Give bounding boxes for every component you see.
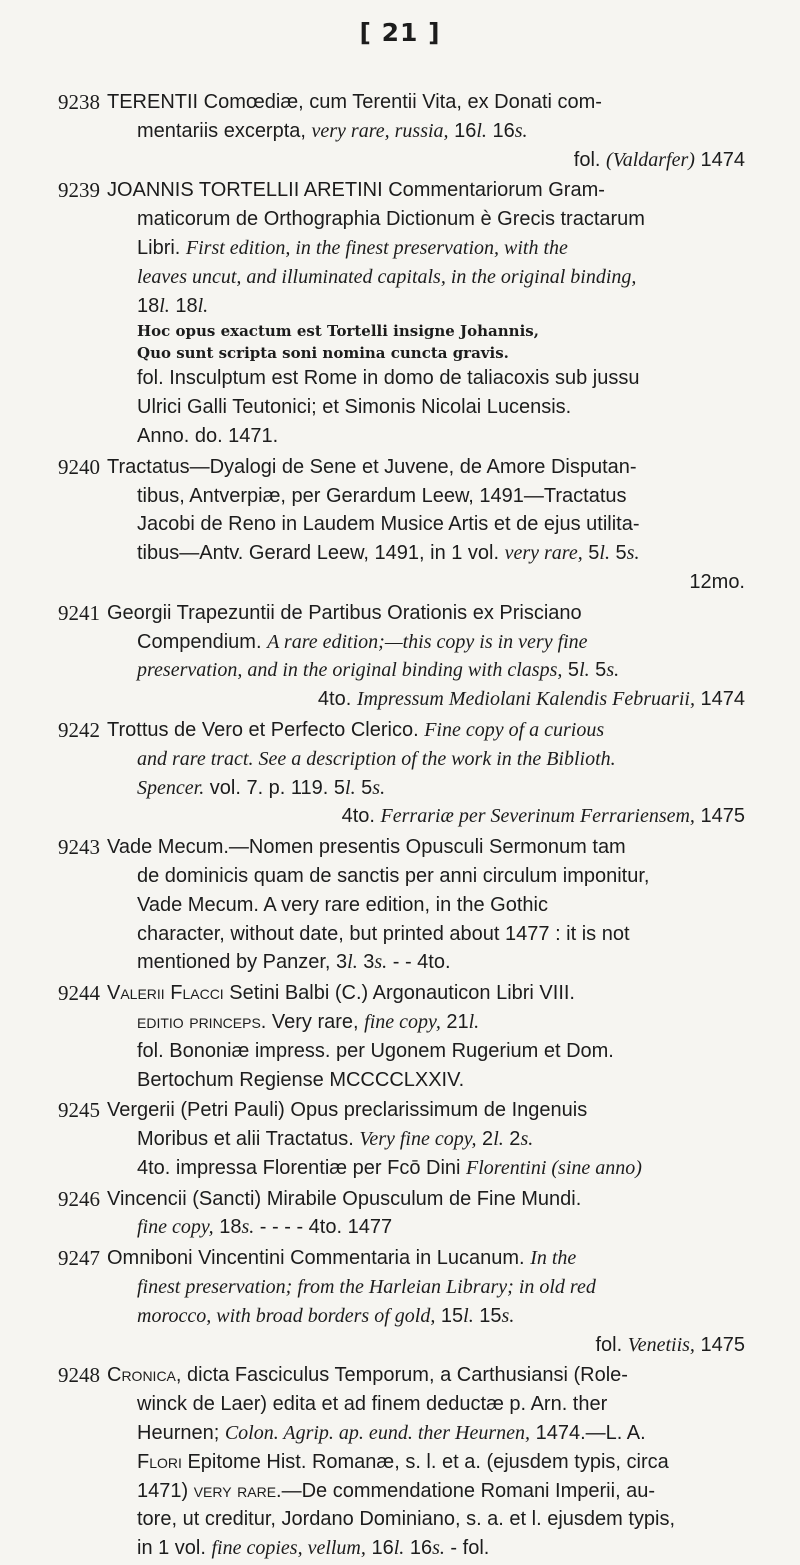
catalogue-entry [0,453,800,597]
entry-line: Tractatus—Dyalogi de Sene et Juvene, de Amore Disputan- [107,455,637,478]
entry-line: fol. Insculptum est Rome in domo de taliacoxis sub jussu [137,367,640,390]
entry-line: Jacobi de Reno in Laudem Musice Artis et de ejus utilita- [137,513,640,536]
entry-number: 9242 [58,717,100,742]
entry-line: Libri. First edition, in the finest preservation, with the [137,236,568,259]
entry-line: Vergerii (Petri Pauli) Opus preclarissimum de Ingenuis [107,1099,588,1122]
entry-line: 4to. Ferrariæ per Severinum Ferrariensem, 1475 [341,805,745,828]
entry-number: 9247 [58,1246,100,1271]
entry-line: de dominicis quam de sanctis per anni circulum imponitur, [137,864,650,887]
entry-text [107,716,745,831]
entry-line: 4to. impressa Florentiæ per Fcō Dini Florentini (sine anno) [137,1156,642,1179]
entry-line: fol. Venetiis, 1475 [595,1333,745,1356]
entry-line: morocco, with broad borders of gold, 15l. 15s. [137,1304,515,1327]
entry-line: Compendium. A rare edition;—this copy is in very fine [137,630,588,653]
entry-line: Ulrici Galli Teutonici; et Simonis Nicolai Lucensis. [137,396,572,419]
entry-line: 1471) very rare.—De commendatione Romani Imperii, au- [137,1479,656,1502]
catalogue-entries [0,88,800,1565]
entry-line: Heurnen; Colon. Agrip. ap. eund. ther Heurnen, 1474.—L. A. [137,1422,646,1445]
entry-line: Vincencii (Sancti) Mirabile Opusculum de Fine Mundi. [107,1187,582,1210]
entry-line: Flori Epitome Hist. Romanæ, s. l. et a. (ejusdem typis, circa [137,1450,669,1473]
entry-line: Trottus de Vero et Perfecto Clerico. Fine copy of a curious [107,718,605,741]
catalogue-entry [0,88,800,174]
entry-line: Georgii Trapezuntii de Partibus Orationis ex Prisciano [107,601,582,624]
entry-line: Omniboni Vincentini Commentaria in Lucanum. In the [107,1247,577,1270]
entry-line: TERENTII Comœdiæ, cum Terentii Vita, ex Donati com- [107,91,602,113]
entry-line: 4to. Impressum Mediolani Kalendis Februarii, 1474 [317,688,745,711]
colophon-verse: Hoc opus exactum est Tortelli insigne Johannis, [137,322,539,341]
catalogue-entry [0,1185,800,1243]
entry-line: Cronica, dicta Fasciculus Temporum, a Carthusiansi (Role- [107,1364,628,1387]
entry-text [107,599,745,714]
entry-number: 9238 [58,90,100,114]
entry-text [107,1096,745,1182]
entry-line: 12mo. [689,570,745,593]
entry-text [107,176,745,450]
entry-line: 18l. 18l. [137,294,209,317]
entry-line: fine copy, 18s. - - - - 4to. 1477 [137,1216,393,1239]
catalogue-entry [0,1361,800,1563]
entry-line: and rare tract. See a description of the work in the Biblioth. [137,747,616,770]
catalogue-entry [0,833,800,977]
entry-line: Valerii Flacci Setini Balbi (C.) Argonauticon Libri VIII. [107,982,575,1005]
entry-number: 9241 [58,600,100,625]
catalogue-entry [0,979,800,1094]
entry-text [107,833,745,977]
catalogue-entry [0,716,800,831]
entry-text [107,1244,745,1359]
catalogue-entry [0,1096,800,1182]
entry-line: character, without date, but printed about 1477 : it is not [137,922,630,945]
entry-line: JOANNIS TORTELLII ARETINI Commentariorum Gram- [107,179,605,202]
entry-line: maticorum de Orthographia Dictionum è Grecis tractarum [137,208,645,231]
entry-line: fol. Bononiæ impress. per Ugonem Rugerium et Dom. [137,1039,614,1062]
entry-number: 9239 [58,178,100,203]
entry-line: editio princeps. Very rare, fine copy, 21l. [137,1010,480,1033]
entry-line: tibus, Antverpiæ, per Gerardum Leew, 1491—Tractatus [137,484,627,507]
entry-line: mentariis excerpta, very rare, russia, 16l. 16s. [137,119,528,142]
entry-line: Moribus et alii Tractatus. Very fine copy, 2l. 2s. [137,1128,534,1151]
entry-line: Vade Mecum. A very rare edition, in the Gothic [137,893,548,916]
colophon-verse: Quo sunt scripta soni nomina cuncta gravis. [137,344,509,363]
entry-text [107,979,745,1094]
entry-line: Vade Mecum.—Nomen presentis Opusculi Sermonum tam [107,836,626,859]
catalogue-entry [0,176,800,450]
entry-line: fol. (Valdarfer) 1474 [573,148,745,171]
entry-line: Spencer. vol. 7. p. 119. 5l. 5s. [137,776,386,799]
page-number: [ 21 ] [359,18,441,47]
entry-line: tibus—Antv. Gerard Leew, 1491, in 1 vol. very rare, 5l. 5s. [137,542,640,565]
entry-number: 9243 [58,835,100,860]
entry-line: preservation, and in the original binding with clasps, 5l. 5s. [137,659,620,682]
entry-text [107,88,745,174]
catalogue-entry [0,1244,800,1359]
entry-line: leaves uncut, and illuminated capitals, in the original binding, [137,265,637,288]
entry-line: finest preservation; from the Harleian Library; in old red [137,1276,596,1299]
entry-text [107,1361,745,1563]
entry-line: Anno. do. 1471. [137,424,279,447]
entry-line: in 1 vol. fine copies, vellum, 16l. 16s. - fol. [137,1537,490,1560]
entry-line: tore, ut creditur, Jordano Dominiano, s. a. et l. ejusdem typis, [137,1508,676,1531]
entry-number: 9245 [58,1098,100,1123]
entry-line: winck de Laer) edita et ad finem deductæ p. Arn. ther [137,1393,608,1416]
entry-text [107,1185,745,1243]
entry-line: mentioned by Panzer, 3l. 3s. - - 4to. [137,951,451,974]
entry-number: 9248 [58,1363,100,1388]
catalogue-entry [0,599,800,714]
entry-line: Bertochum Regiense MCCCCLXXIV. [137,1068,465,1091]
entry-number: 9246 [58,1186,100,1211]
entry-number: 9240 [58,454,100,479]
entry-text [107,453,745,597]
entry-number: 9244 [58,981,100,1006]
